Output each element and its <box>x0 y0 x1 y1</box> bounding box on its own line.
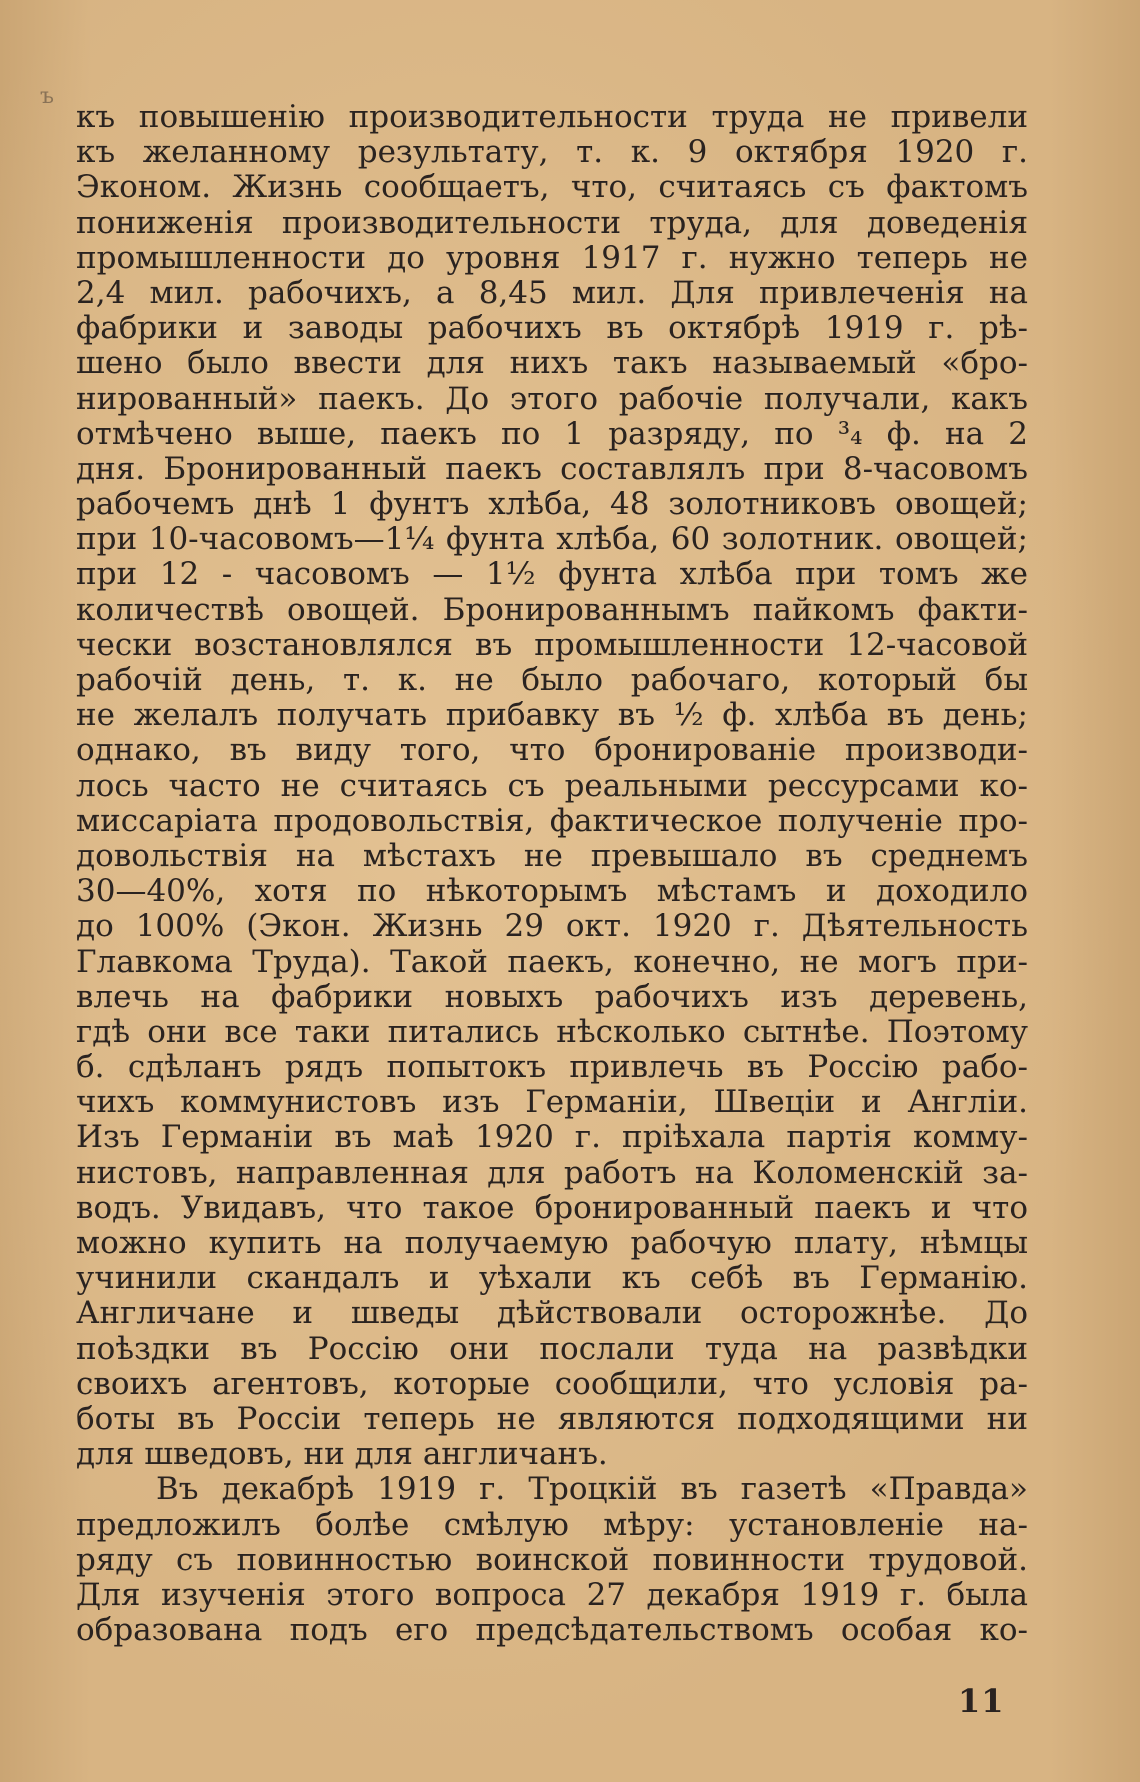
text-line: образована подъ его предсѣдательствомъ особая ко- <box>76 1612 1028 1649</box>
text-line: водъ. Увидавъ, что такое бронированный паекъ и что <box>76 1189 1028 1226</box>
text-line: Англичане и шведы дѣйствовали осторожнѣе. До <box>76 1295 1028 1332</box>
text-line: влечь на фабрики новыхъ рабочихъ изъ деревень, <box>76 978 1028 1015</box>
text-line: отмѣчено выше, паекъ по 1 разряду, по ³₄ ф. на 2 <box>76 415 1028 452</box>
text-line: для шведовъ, ни для англичанъ. <box>76 1436 608 1473</box>
text-line: фабрики и заводы рабочихъ въ октябрѣ 1919 г. рѣ- <box>76 310 1028 347</box>
text-line: промышленности до уровня 1917 г. нужно теперь не <box>76 239 1028 276</box>
text-line: учинили скандалъ и уѣхали къ себѣ въ Германію. <box>76 1260 1028 1297</box>
text-line: нированный» паекъ. До этого рабочіе получали, какъ <box>76 380 1028 417</box>
text-line: поѣздки въ Россію они послали туда на развѣдки <box>76 1330 1028 1367</box>
text-line: Для изученія этого вопроса 27 декабря 1919 г. была <box>76 1576 1028 1613</box>
text-line: Изъ Германіи въ маѣ 1920 г. пріѣхала партія комму- <box>76 1119 1028 1156</box>
text-line: при 10-часовомъ—1¼ фунта хлѣба, 60 золотник. овощей; <box>76 521 1028 558</box>
text-line: Эконом. Жизнь сообщаетъ, что, считаясь съ фактомъ <box>76 169 1028 206</box>
text-line: однако, въ виду того, что бронированіе производи- <box>76 732 1028 769</box>
text-line: 30—40%, хотя по нѣкоторымъ мѣстамъ и доходило <box>76 873 1028 910</box>
text-line: Въ декабрѣ 1919 г. Троцкій въ газетѣ «Правда» <box>156 1471 1028 1508</box>
text-line: боты въ Россіи теперь не являются подходящими ни <box>76 1400 1028 1437</box>
text-line: рабочій день, т. к. не было рабочаго, который бы <box>76 662 1028 698</box>
text-line: 2,4 мил. рабочихъ, а 8,45 мил. Для привлеченія на <box>76 274 1028 311</box>
text-line: пониженія производительности труда, для доведенія <box>76 204 1028 241</box>
text-line: можно купить на получаемую рабочую плату, нѣмцы <box>76 1225 1028 1261</box>
text-line: Главкома Труда). Такой паекъ, конечно, не могъ при- <box>76 943 1028 980</box>
text-line: до 100% (Экон. Жизнь 29 окт. 1920 г. Дѣятельность <box>76 908 1028 945</box>
ink-mark: ъ <box>40 84 54 109</box>
page-number: 11 <box>958 1682 1005 1720</box>
text-line: къ повышенію производительности труда не привели <box>76 99 1028 135</box>
text-line: шено было ввести для нихъ такъ называемый «бро- <box>76 345 1028 382</box>
text-line: миссаріата продовольствія, фактическое полученіе про- <box>76 802 1028 839</box>
text-line: б. сдѣланъ рядъ попытокъ привлечь въ Россію рабо- <box>76 1049 1028 1086</box>
text-line: не желалъ получать прибавку въ ½ ф. хлѣба въ день; <box>76 697 1028 734</box>
text-line: при 12 - часовомъ — 1½ фунта хлѣба при томъ же <box>76 556 1028 593</box>
text-line: рабочемъ днѣ 1 фунтъ хлѣба, 48 золотниковъ овощей; <box>76 486 1028 523</box>
text-line: чихъ коммунистовъ изъ Германіи, Швеціи и Англіи. <box>76 1084 1028 1121</box>
text-line: количествѣ овощей. Бронированнымъ пайкомъ факти- <box>76 591 1028 628</box>
text-line: дня. Бронированный паекъ составлялъ при 8-часовомъ <box>76 450 1028 487</box>
text-line: довольствія на мѣстахъ не превышало въ среднемъ <box>76 837 1028 874</box>
text-line: чески возстановлялся въ промышленности 12-часовой <box>76 626 1028 663</box>
text-line: своихъ агентовъ, которые сообщили, что условія ра- <box>76 1365 1028 1402</box>
text-line: гдѣ они все таки питались нѣсколько сытнѣе. Поэтому <box>76 1013 1028 1050</box>
text-line: лось часто не считаясь съ реальными рессурсами ко- <box>76 767 1028 804</box>
paragraph-2 <box>76 1472 1028 1648</box>
text-line: къ желанному результату, т. к. 9 октября 1920 г. <box>76 134 1028 171</box>
paragraph-1 <box>76 100 1028 1472</box>
text-block <box>76 100 1028 1648</box>
text-line: нистовъ, направленная для работъ на Коломенскій за- <box>76 1154 1028 1191</box>
text-line: ряду съ повинностью воинской повинности трудовой. <box>76 1541 1028 1578</box>
text-line: предложилъ болѣе смѣлую мѣру: установленіе на- <box>76 1506 1028 1543</box>
